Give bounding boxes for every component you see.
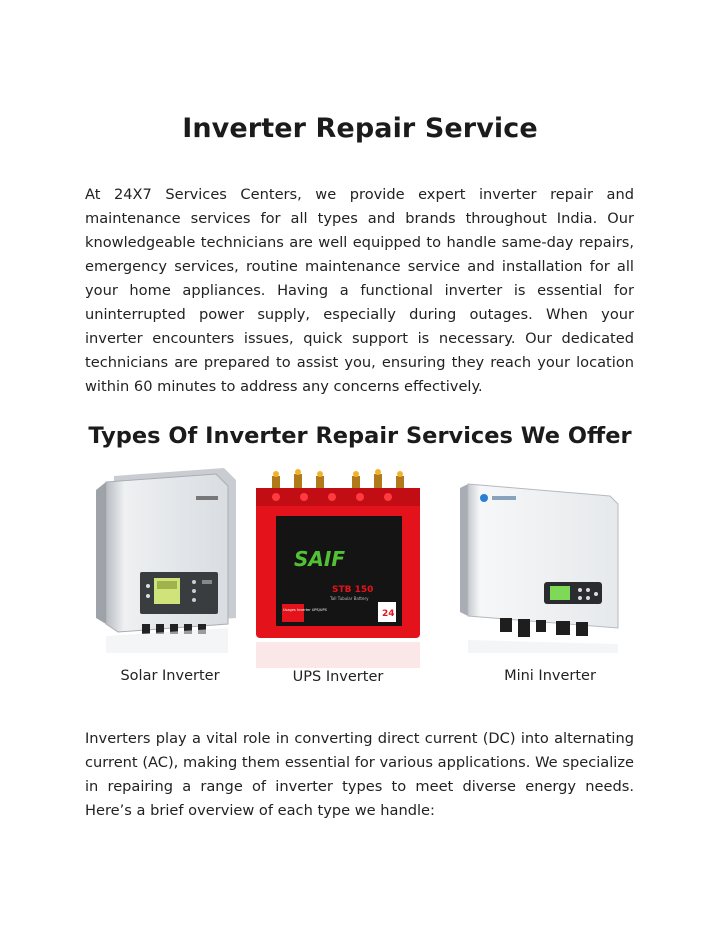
product-image-row <box>88 468 640 708</box>
battery-model: STB 150 <box>332 585 374 595</box>
solar-inverter-caption: Solar Inverter <box>120 668 220 684</box>
battery-badge: Usages Inverter UPS/UPS <box>283 608 327 612</box>
intro-paragraph: At 24X7 Services Centers, we provide expert inverter repair and maintenance services for all types and brands throughout India. Our knowledgeable technicians are well equipped to handle same-day repairs, emergency services, routine maintenance service and installation for all your home appliances. Having a functional inverter is essential for uninterrupted power supply, especially during outages. When your inverter encounters issues, quick support is necessary. Our dedicated technicians are prepared to assist you, ensuring they reach your location within 60 minutes to address any concerns effectively. <box>85 186 634 395</box>
mini-inverter-product <box>460 468 622 653</box>
mini-inverter-image <box>460 468 622 653</box>
battery-warranty: 24 <box>382 609 395 619</box>
solar-inverter-image <box>96 468 246 653</box>
battery-subtitle: Tall Tubular Battery <box>330 596 369 601</box>
solar-inverter-product <box>96 468 246 653</box>
ups-battery-image <box>252 468 424 668</box>
battery-brand: SAIF <box>294 547 345 571</box>
outro-paragraph: Inverters play a vital role in converting direct current (DC) into alternating current (AC), making them essential for various applications. We specialize in repairing a range of inverter types to meet diverse energy needs. Here’s a brief overview of each type we handle: <box>85 730 634 819</box>
ups-inverter-caption: UPS Inverter <box>292 669 384 685</box>
mini-inverter-caption: Mini Inverter <box>504 668 596 684</box>
page-title: Inverter Repair Service <box>182 113 538 144</box>
section-title: Types Of Inverter Repair Services We Offer <box>88 423 632 449</box>
ups-inverter-product <box>252 468 424 668</box>
